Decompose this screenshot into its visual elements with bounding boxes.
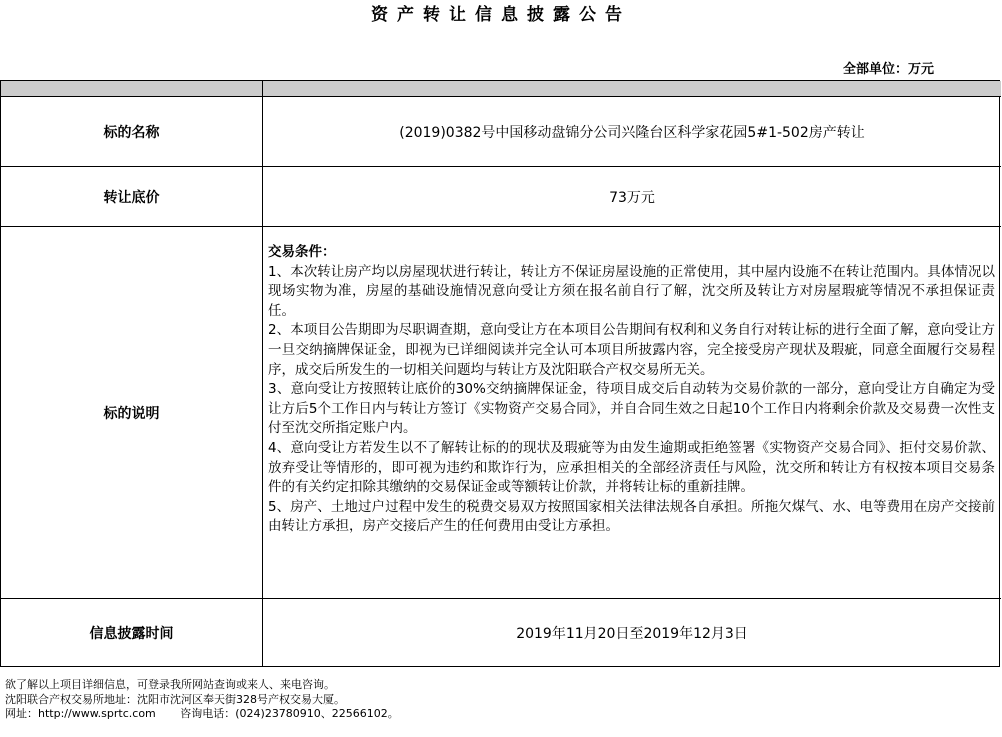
table-header-row [1, 81, 1001, 97]
row-label-subject-description: 标的说明 [1, 227, 263, 598]
table-row [1, 167, 1001, 227]
footer-line-inquiry: 欲了解以上项目详细信息，可登录我所网站查询或来人、来电咨询。 [5, 678, 335, 691]
trade-condition-item: 2、本项目公告期即为尽职调查期，意向受让方在本项目公告期间有权利和义务自行对转让标的进行全面了解，意向受让方一旦交纳摘牌保证金，即视为已详细阅读并完全认可本项目所披露内容，完全接受房产现状及瑕疵，同意全面履行交易程序，成交后所发生的一切相关问题均与转让方及沈阳联合产权交易所无关。 [268, 322, 995, 378]
trade-condition-item: 3、意向受让方按照转让底价的30%交纳摘牌保证金，待项目成交后自动转为交易价款的一部分，意向受让方自确定为受让方后5个工作日内与转让方签订《实物资产交易合同》，并自合同生效之日起10个工作日内将剩余价款及交易费一次性支付至沈交所指定账户内。 [268, 381, 995, 437]
disclosure-table [0, 80, 1000, 667]
table-row [1, 227, 1001, 599]
row-value-subject-name: (2019)0382号中国移动盘锦分公司兴隆台区科学家花园5#1-502房产转让 [399, 124, 865, 141]
footer-line-contact: 网址：http://www.sprtc.com 咨询电话：(024)23780910、22566102。 [5, 707, 399, 720]
row-label-subject-name: 标的名称 [1, 97, 263, 166]
row-label-reserve-price: 转让底价 [1, 167, 263, 226]
table-row [1, 97, 1001, 167]
subject-description-text [263, 227, 1001, 598]
trade-conditions-heading: 交易条件： [268, 244, 336, 260]
trade-condition-item: 4、意向受让方若发生以不了解转让标的的现状及瑕疵等为由发生逾期或拒绝签署《实物资产交易合同》、拒付交易价款、放弃受让等情形的，即可视为违约和欺诈行为，应承担相关的全部经济责任与风险，沈交所和转让方有权按本项目交易条件的有关约定扣除其缴纳的交易保证金或等额转让价款，并将转让标的重新挂牌。 [268, 439, 995, 496]
footer-line-address: 沈阳联合产权交易所地址：沈阳市沈河区奉天街328号产权交易大厦。 [5, 692, 345, 706]
trade-condition-item: 1、本次转让房产均以房屋现状进行转让，转让方不保证房屋设施的正常使用，其中屋内设施不在转让范围内。具体情况以现场实物为准，房屋的基础设施情况意向受让方须在报名前自行了解，沈交所及转让方对房屋瑕疵等情况不承担保证责任。 [268, 263, 995, 319]
row-label-disclosure-period: 信息披露时间 [1, 599, 263, 666]
row-value-disclosure-period: 2019年11月20日至2019年12月3日 [516, 625, 748, 642]
row-value-reserve-price: 73万元 [609, 189, 655, 206]
trade-condition-item: 5、房产、土地过户过程中发生的税费交易双方按照国家相关法律法规各自承担。所拖欠煤气、水、电等费用在房产交接前由转让方承担，房产交接后产生的任何费用由受让方承担。 [268, 498, 995, 535]
table-header-left [1, 81, 263, 96]
unit-note: 全部单位：万元 [842, 62, 934, 77]
footer-info [5, 678, 399, 722]
table-row [1, 599, 1001, 666]
page-title: 资产转让信息披露公告 [371, 5, 631, 25]
